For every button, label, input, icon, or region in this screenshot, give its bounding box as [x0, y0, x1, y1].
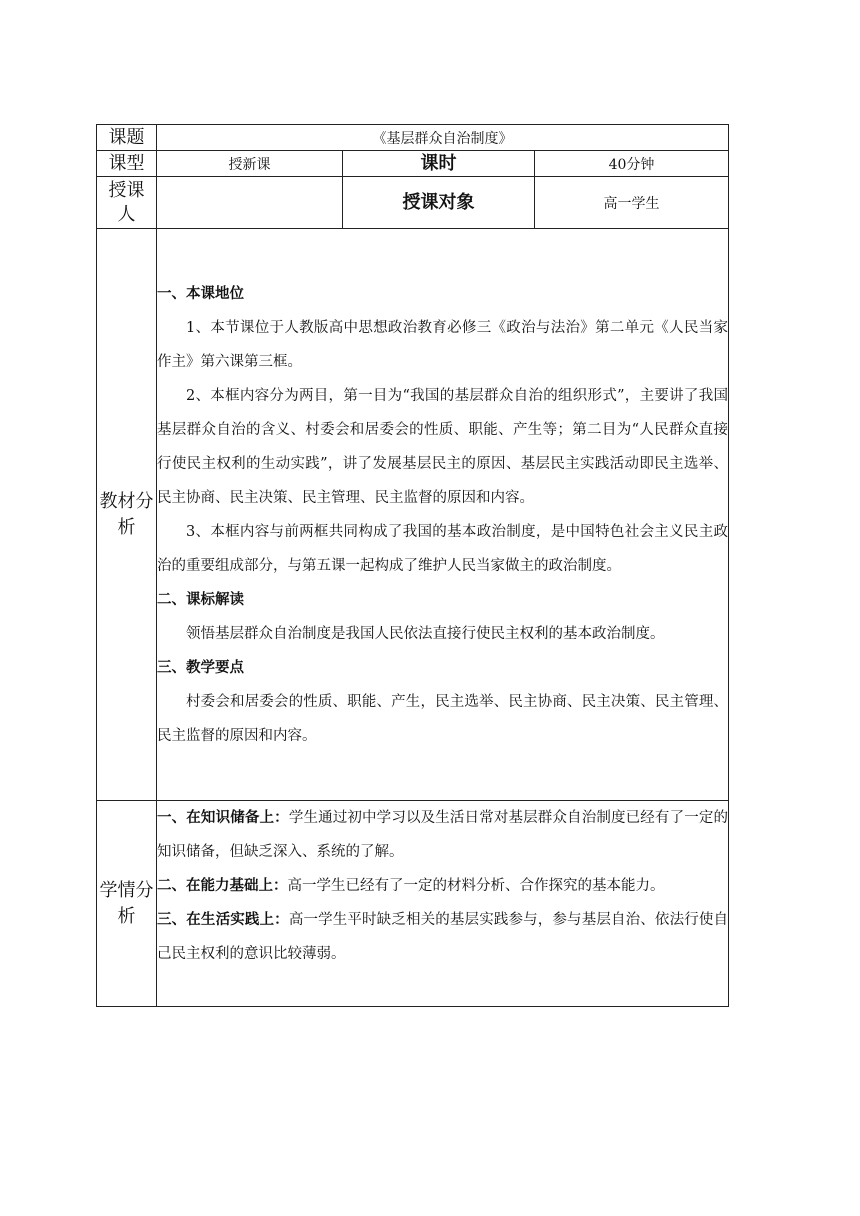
sec3-title: 三、教学要点 — [157, 658, 244, 676]
students-row — [97, 801, 729, 1007]
sec1-p2: 2、本框内容分为两目，第一目为“我国的基层群众自治的组织形式”，主要讲了我国基层群众自治的含义、村委会和居委会的性质、职能、产生等；第二目为“人民群众直接行使民主权利的生动实践”，讲了发展基层民主的原因、基层民主实践活动即民主选举、民主协商、民主决策、民主管理、民主监督的原因和内容。 — [157, 387, 728, 506]
type-value: 授新课 — [157, 151, 343, 177]
sec1-p3: 3、本框内容与前两框共同构成了我国的基本政治制度，是中国特色社会主义民主政治的重要组成部分，与第五课一起构成了维护人民当家做主的政治制度。 — [157, 523, 728, 574]
hours-label: 课时 — [343, 151, 535, 177]
teacher-label: 授课人 — [97, 177, 157, 229]
course-label: 课题 — [97, 125, 157, 151]
students-content — [157, 801, 729, 1007]
sec1-title: 一、本课地位 — [157, 284, 244, 302]
teacher-value — [157, 177, 343, 229]
course-value: 《基层群众自治制度》 — [157, 125, 729, 151]
teacher-row — [97, 177, 729, 229]
sec2-p1: 领悟基层群众自治制度是我国人民依法直接行使民主权利的基本政治制度。 — [186, 625, 665, 642]
sec1-p1: 1、本节课位于人教版高中思想政治教育必修三《政治与法治》第二单元《人民当家作主》第六课第三框。 — [157, 319, 728, 370]
student-item-1 — [157, 801, 728, 869]
textbook-label: 教材分析 — [97, 229, 157, 801]
students-label: 学情分析 — [97, 801, 157, 1007]
textbook-row — [97, 229, 729, 801]
course-row — [97, 125, 729, 151]
lesson-plan-table — [96, 124, 729, 1007]
textbook-content — [157, 229, 729, 801]
student-item-3 — [157, 903, 728, 971]
type-row — [97, 151, 729, 177]
item1-text: 学生通过初中学习以及生活日常对基层群众自治制度已经有了一定的知识储备，但缺乏深入、系统的了解。 — [157, 810, 729, 860]
item1-title: 一、在知识储备上： — [157, 809, 289, 826]
sec2-title: 二、课标解读 — [157, 590, 244, 608]
student-item-2 — [157, 869, 728, 903]
sec3-p1: 村委会和居委会的性质、职能、产生，民主选举、民主协商、民主决策、民主管理、民主监督的原因和内容。 — [157, 693, 728, 744]
target-value: 高一学生 — [535, 177, 729, 229]
item3-title: 三、在生活实践上： — [157, 911, 289, 928]
type-label: 课型 — [97, 151, 157, 177]
hours-value: 40分钟 — [535, 151, 729, 177]
item3-text: 高一学生平时缺乏相关的基层实践参与，参与基层自治、依法行使自己民主权利的意识比较薄弱。 — [157, 912, 729, 962]
item2-title: 二、在能力基础上： — [157, 877, 288, 894]
target-label: 授课对象 — [343, 177, 535, 229]
item2-text: 高一学生已经有了一定的材料分析、合作探究的基本能力。 — [287, 878, 665, 894]
